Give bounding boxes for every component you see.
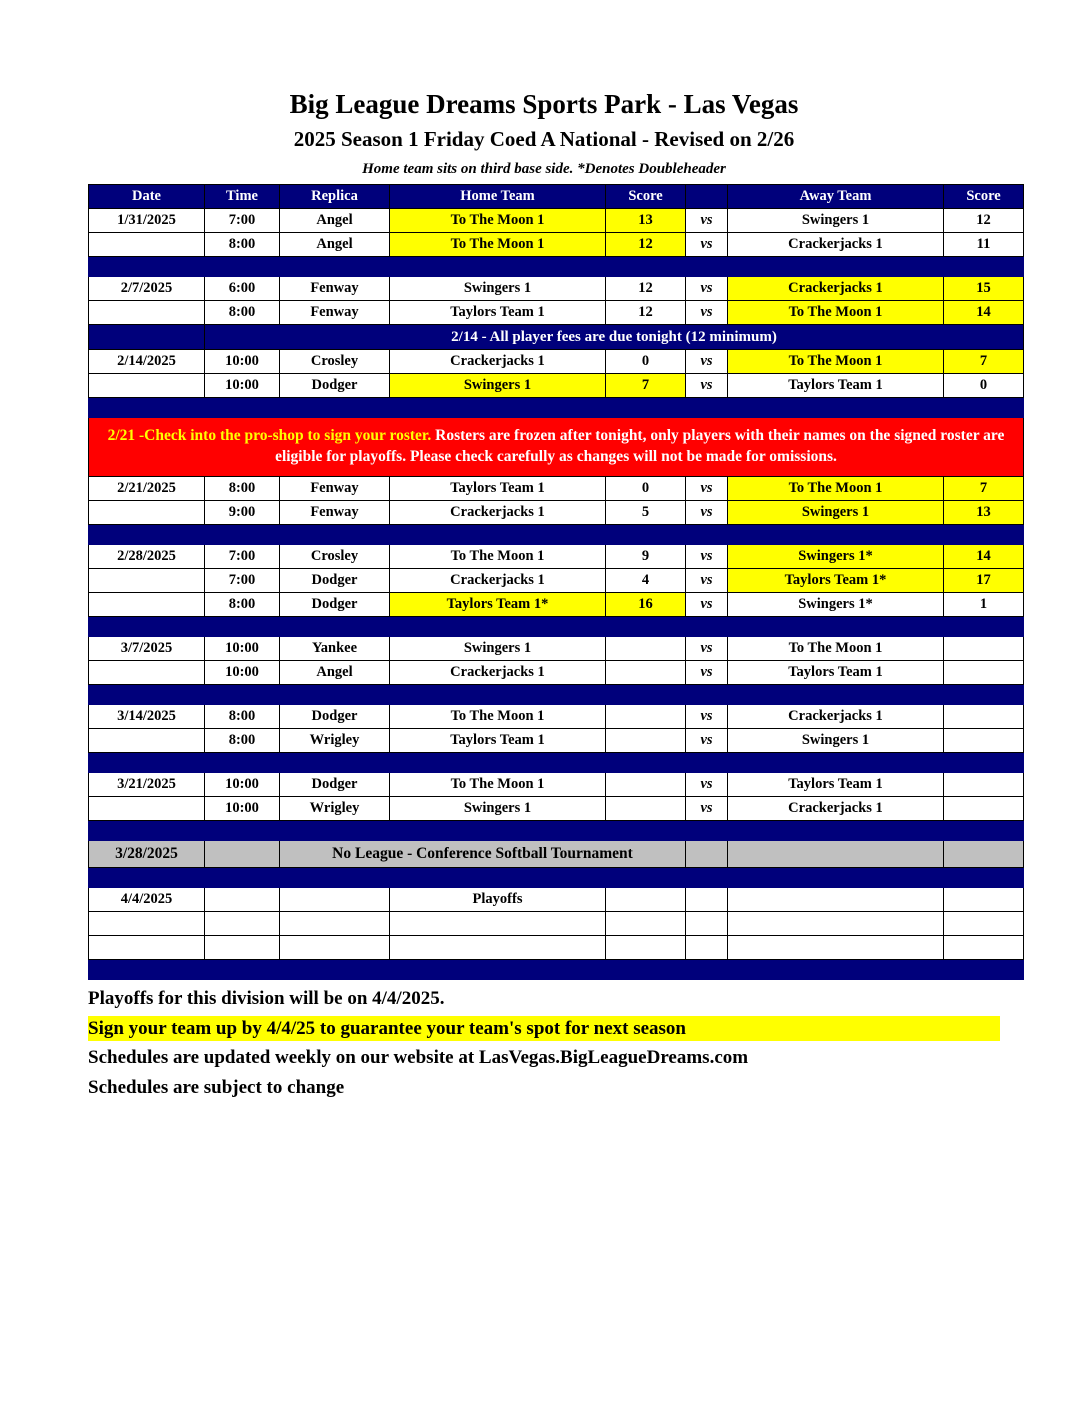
cell-away-score: 12 [944, 209, 1024, 233]
cell-home-score: 0 [606, 477, 686, 501]
cell-date: 3/14/2025 [89, 705, 205, 729]
row-divider [89, 257, 1024, 277]
cell-vs: vs [686, 797, 728, 821]
cell-home-team: Taylors Team 1 [390, 729, 606, 753]
cell-away-team: To The Moon 1 [728, 637, 944, 661]
cell-away-score: 7 [944, 350, 1024, 374]
row-divider [89, 398, 1024, 418]
row-divider [89, 685, 1024, 705]
table-header [89, 185, 1024, 209]
cell-home-team: To The Moon 1 [390, 545, 606, 569]
table-row [89, 797, 1024, 821]
cell-replica: Angel [280, 209, 390, 233]
cell-away-score: 7 [944, 477, 1024, 501]
cell-time: 7:00 [205, 545, 280, 569]
cell-vs: vs [686, 569, 728, 593]
cell-away-score [944, 637, 1024, 661]
divider-cell [89, 398, 1024, 418]
header-row [89, 185, 1024, 209]
cell-replica [280, 936, 390, 960]
table-row [89, 936, 1024, 960]
cell-replica: Wrigley [280, 797, 390, 821]
cell-vs: vs [686, 661, 728, 685]
cell-home-team: To The Moon 1 [390, 209, 606, 233]
cell-date: 2/14/2025 [89, 350, 205, 374]
cell-away-team: To The Moon 1 [728, 350, 944, 374]
cell-time: 8:00 [205, 705, 280, 729]
cell-away-team: Taylors Team 1 [728, 374, 944, 398]
table-row [89, 501, 1024, 525]
cell-away-team: Swingers 1* [728, 545, 944, 569]
cell-away-score [944, 661, 1024, 685]
cell-home-score [606, 797, 686, 821]
cell-vs [686, 936, 728, 960]
cell-away-score: 14 [944, 545, 1024, 569]
cell-home-score [606, 888, 686, 912]
cell-vs: vs [686, 705, 728, 729]
cell-home-score [606, 705, 686, 729]
cell-vs: vs [686, 374, 728, 398]
cell-away-team: Taylors Team 1 [728, 773, 944, 797]
home-team-note: Home team sits on third base side. *Denotes Doubleheader [362, 161, 726, 178]
cell-replica: Fenway [280, 501, 390, 525]
divider-cell [89, 525, 1024, 545]
no-league-text: No League - Conference Softball Tournament [280, 841, 686, 868]
cell-away-score: 17 [944, 569, 1024, 593]
roster-warning-text: 2/21 -Check into the pro-shop to sign your roster. Rosters are frozen after tonight, only players with their names on the signed roster are eligible for playoffs. Please check carefully as changes will not be made for omissions. [89, 418, 1024, 477]
cell-home-team: Playoffs [390, 888, 606, 912]
cell-home-team: Crackerjacks 1 [390, 501, 606, 525]
cell-replica: Dodger [280, 374, 390, 398]
cell-time: 9:00 [205, 501, 280, 525]
cell-away-team: Crackerjacks 1 [728, 233, 944, 257]
cell-date: 2/28/2025 [89, 545, 205, 569]
no-league-vs [686, 841, 728, 868]
cell-date: 3/21/2025 [89, 773, 205, 797]
column-header-home-score: Score [606, 185, 686, 209]
table-row [89, 637, 1024, 661]
cell-time: 8:00 [205, 301, 280, 325]
cell-replica [280, 888, 390, 912]
cell-replica: Crosley [280, 545, 390, 569]
cell-away-score: 14 [944, 301, 1024, 325]
table-row [89, 477, 1024, 501]
cell-away-score [944, 773, 1024, 797]
cell-replica: Dodger [280, 773, 390, 797]
column-header-vs [686, 185, 728, 209]
cell-replica: Fenway [280, 277, 390, 301]
cell-vs: vs [686, 637, 728, 661]
cell-home-team: To The Moon 1 [390, 705, 606, 729]
cell-vs [686, 888, 728, 912]
cell-away-team [728, 888, 944, 912]
cell-date [89, 912, 205, 936]
cell-away-team: Crackerjacks 1 [728, 797, 944, 821]
cell-time: 10:00 [205, 374, 280, 398]
cell-home-team: Swingers 1 [390, 374, 606, 398]
cell-vs [686, 912, 728, 936]
cell-home-team: Swingers 1 [390, 277, 606, 301]
cell-date [89, 233, 205, 257]
cell-date [89, 661, 205, 685]
cell-time: 7:00 [205, 209, 280, 233]
cell-date [89, 936, 205, 960]
cell-date [89, 301, 205, 325]
cell-away-score [944, 936, 1024, 960]
cell-home-team: Crackerjacks 1 [390, 350, 606, 374]
cell-vs: vs [686, 301, 728, 325]
page-title: Big League Dreams Sports Park - Las Vegas [289, 89, 799, 119]
no-league-date: 3/28/2025 [89, 841, 205, 868]
cell-replica: Fenway [280, 477, 390, 501]
cell-date [89, 569, 205, 593]
cell-home-score [606, 729, 686, 753]
table-row [89, 705, 1024, 729]
divider-cell [89, 685, 1024, 705]
cell-away-team: To The Moon 1 [728, 301, 944, 325]
table-row [89, 233, 1024, 257]
cell-home-team: Swingers 1 [390, 797, 606, 821]
cell-date: 3/7/2025 [89, 637, 205, 661]
cell-replica: Angel [280, 233, 390, 257]
cell-home-team: Crackerjacks 1 [390, 569, 606, 593]
cell-time: 7:00 [205, 569, 280, 593]
cell-away-score: 1 [944, 593, 1024, 617]
cell-away-team: Swingers 1 [728, 501, 944, 525]
table-row [89, 888, 1024, 912]
cell-away-team [728, 936, 944, 960]
roster-warning-banner [89, 418, 1024, 477]
cell-away-score: 15 [944, 277, 1024, 301]
cell-away-score [944, 912, 1024, 936]
column-header-date: Date [89, 185, 205, 209]
cell-date [89, 501, 205, 525]
cell-away-team: Crackerjacks 1 [728, 277, 944, 301]
banner-text: 2/14 - All player fees are due tonight (12 minimum) [205, 325, 1024, 350]
cell-replica: Crosley [280, 350, 390, 374]
cell-vs: vs [686, 477, 728, 501]
cell-home-team: Taylors Team 1 [390, 301, 606, 325]
cell-home-score [606, 637, 686, 661]
cell-time: 8:00 [205, 729, 280, 753]
divider-cell [89, 617, 1024, 637]
cell-home-score [606, 912, 686, 936]
cell-replica: Dodger [280, 705, 390, 729]
row-divider [89, 821, 1024, 841]
cell-home-team [390, 936, 606, 960]
table-row [89, 350, 1024, 374]
cell-away-team: Taylors Team 1* [728, 569, 944, 593]
cell-home-score [606, 773, 686, 797]
cell-replica: Angel [280, 661, 390, 685]
table-row [89, 209, 1024, 233]
no-league-away [728, 841, 944, 868]
cell-replica: Dodger [280, 593, 390, 617]
cell-away-team: Taylors Team 1 [728, 661, 944, 685]
cell-away-score [944, 888, 1024, 912]
table-row [89, 545, 1024, 569]
cell-vs: vs [686, 209, 728, 233]
footer-notes [88, 986, 1000, 1101]
cell-away-team [728, 912, 944, 936]
table-row [89, 569, 1024, 593]
cell-home-score: 12 [606, 301, 686, 325]
no-league-time [205, 841, 280, 868]
cell-date [89, 593, 205, 617]
cell-home-team: Taylors Team 1 [390, 477, 606, 501]
column-header-away-score: Score [944, 185, 1024, 209]
cell-away-team: Crackerjacks 1 [728, 705, 944, 729]
cell-home-score: 5 [606, 501, 686, 525]
cell-home-team: To The Moon 1 [390, 233, 606, 257]
cell-vs: vs [686, 729, 728, 753]
cell-away-score: 13 [944, 501, 1024, 525]
column-header-home-team: Home Team [390, 185, 606, 209]
cell-away-score [944, 729, 1024, 753]
cell-time [205, 936, 280, 960]
cell-time: 10:00 [205, 661, 280, 685]
cell-time [205, 912, 280, 936]
divider-cell [89, 753, 1024, 773]
cell-away-score: 0 [944, 374, 1024, 398]
cell-home-score: 4 [606, 569, 686, 593]
cell-home-score [606, 936, 686, 960]
row-divider [89, 617, 1024, 637]
cell-date [89, 797, 205, 821]
row-divider [89, 753, 1024, 773]
cell-vs: vs [686, 593, 728, 617]
cell-time: 10:00 [205, 797, 280, 821]
cell-away-team: Swingers 1* [728, 593, 944, 617]
cell-time: 8:00 [205, 233, 280, 257]
cell-vs: vs [686, 277, 728, 301]
cell-vs: vs [686, 350, 728, 374]
footer-note: Playoffs for this division will be on 4/4/2025. [88, 988, 445, 1010]
cell-home-team: Crackerjacks 1 [390, 661, 606, 685]
cell-home-score: 0 [606, 350, 686, 374]
column-header-time: Time [205, 185, 280, 209]
cell-replica: Yankee [280, 637, 390, 661]
banner-date-cell [89, 325, 205, 350]
cell-home-team: Taylors Team 1* [390, 593, 606, 617]
table-row [89, 593, 1024, 617]
cell-date: 1/31/2025 [89, 209, 205, 233]
notice-banner [89, 325, 1024, 350]
cell-date: 2/7/2025 [89, 277, 205, 301]
cell-home-team: Swingers 1 [390, 637, 606, 661]
cell-home-score: 7 [606, 374, 686, 398]
cell-home-score: 12 [606, 233, 686, 257]
cell-away-team: To The Moon 1 [728, 477, 944, 501]
cell-time [205, 888, 280, 912]
cell-home-score: 16 [606, 593, 686, 617]
divider-cell [89, 257, 1024, 277]
cell-time: 8:00 [205, 477, 280, 501]
cell-home-score: 12 [606, 277, 686, 301]
footer-note: Sign your team up by 4/4/25 to guarantee your team's spot for next season [88, 1016, 1000, 1042]
cell-time: 6:00 [205, 277, 280, 301]
table-row [89, 661, 1024, 685]
table-row [89, 374, 1024, 398]
cell-date [89, 729, 205, 753]
column-header-replica: Replica [280, 185, 390, 209]
schedule-table [88, 184, 1024, 980]
cell-time: 8:00 [205, 593, 280, 617]
cell-away-score [944, 797, 1024, 821]
table-body [89, 209, 1024, 980]
cell-away-score: 11 [944, 233, 1024, 257]
cell-away-team: Swingers 1 [728, 209, 944, 233]
cell-date: 2/21/2025 [89, 477, 205, 501]
cell-vs: vs [686, 233, 728, 257]
table-row [89, 277, 1024, 301]
footer-note: Schedules are updated weekly on our website at LasVegas.BigLeagueDreams.com [88, 1047, 749, 1069]
footer-note: Schedules are subject to change [88, 1076, 345, 1098]
table-row [89, 912, 1024, 936]
cell-vs: vs [686, 545, 728, 569]
no-league-row [89, 841, 1024, 868]
cell-home-score: 9 [606, 545, 686, 569]
cell-home-score [606, 661, 686, 685]
cell-time: 10:00 [205, 637, 280, 661]
cell-replica [280, 912, 390, 936]
cell-date [89, 374, 205, 398]
table-row [89, 729, 1024, 753]
cell-replica: Fenway [280, 301, 390, 325]
row-divider [89, 525, 1024, 545]
cell-vs: vs [686, 773, 728, 797]
cell-away-score [944, 705, 1024, 729]
no-league-score [944, 841, 1024, 868]
cell-date: 4/4/2025 [89, 888, 205, 912]
divider-cell [89, 821, 1024, 841]
cell-replica: Wrigley [280, 729, 390, 753]
row-divider [89, 960, 1024, 980]
cell-replica: Dodger [280, 569, 390, 593]
divider-cell [89, 868, 1024, 888]
cell-away-team: Swingers 1 [728, 729, 944, 753]
row-divider [89, 868, 1024, 888]
cell-time: 10:00 [205, 350, 280, 374]
cell-home-score: 13 [606, 209, 686, 233]
cell-time: 10:00 [205, 773, 280, 797]
cell-vs: vs [686, 501, 728, 525]
cell-home-team: To The Moon 1 [390, 773, 606, 797]
page-subtitle: 2025 Season 1 Friday Coed A National - Revised on 2/26 [293, 126, 795, 151]
divider-cell [89, 960, 1024, 980]
table-row [89, 773, 1024, 797]
cell-home-team [390, 912, 606, 936]
column-header-away-team: Away Team [728, 185, 944, 209]
table-row [89, 301, 1024, 325]
